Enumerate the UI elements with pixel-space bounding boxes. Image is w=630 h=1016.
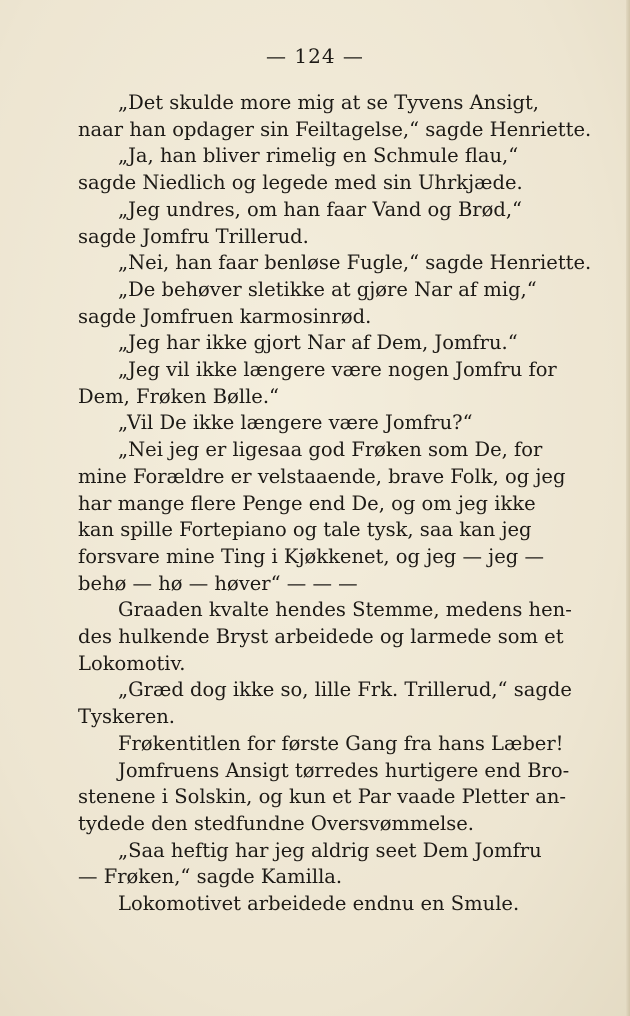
text-line: har mange flere Penge end De, og om jeg ikke [78, 491, 536, 515]
text-line: „De behøver sletikke at gjøre Nar af mig,“ [118, 277, 537, 301]
paragraph [78, 143, 588, 196]
text-line: „Jeg vil ikke længere være nogen Jomfru for [118, 358, 557, 382]
body-text [78, 90, 592, 918]
text-line: sagde Jomfru Trillerud. [78, 224, 309, 248]
text-line: tydede den stedfundne Oversvømmelse. [78, 811, 474, 835]
paragraph [78, 330, 588, 357]
text-line: Frøkentitlen for første Gang fra hans Læber! [118, 731, 564, 755]
text-line: mine Forældre er velstaaende, brave Folk, og jeg [78, 464, 566, 488]
paragraph [78, 677, 588, 730]
text-line: „Nei, han faar benløse Fugle,“ sagde Henriette. [118, 251, 592, 275]
text-line: — Frøken,“ sagde Kamilla. [78, 865, 343, 889]
text-line: stenene i Solskin, og kun et Par vaade Pletter an- [78, 785, 566, 809]
paragraph [78, 597, 588, 677]
text-line: Dem, Frøken Bølle.“ [78, 384, 280, 408]
text-line: Lokomotivet arbeidede endnu en Smule. [118, 892, 520, 916]
text-line: „Det skulde more mig at se Tyvens Ansigt, [118, 91, 540, 114]
paragraph [78, 277, 588, 330]
paragraph [78, 838, 588, 891]
paragraph [78, 437, 588, 597]
text-line: Jomfruens Ansigt tørredes hurtigere end Bro- [118, 758, 570, 782]
text-line: Tyskeren. [78, 705, 176, 729]
text-line: „Ja, han bliver rimelig en Schmule flau,“ [118, 144, 519, 168]
text-line: „Græd dog ikke so, lille Frk. Trillerud,“ sagde [118, 678, 572, 702]
text-line: sagde Jomfruen karmosinrød. [78, 304, 372, 328]
text-line: sagde Niedlich og legede med sin Uhrkjæde. [78, 171, 523, 195]
text-line: behø — hø — høver“ — — — [78, 571, 358, 595]
text-line: forsvare mine Ting i Kjøkkenet, og jeg — jeg — [78, 544, 544, 568]
text-line: des hulkende Bryst arbeidede og larmede som et [78, 625, 564, 649]
page-number: — 124 — [266, 44, 364, 68]
paragraph [78, 357, 588, 410]
text-line: kan spille Fortepiano og tale tysk, saa kan jeg [78, 518, 532, 542]
text-line: „Saa heftig har jeg aldrig seet Dem Jomfru [118, 838, 542, 862]
text-line: „Nei jeg er ligesaa god Frøken som De, for [118, 438, 543, 462]
paragraph [78, 250, 592, 277]
text-line: „Jeg har ikke gjort Nar af Dem, Jomfru.“ [118, 331, 518, 355]
paragraph [78, 90, 592, 143]
text-line: Graaden kvalte hendes Stemme, medens hen- [118, 598, 572, 622]
text-line: „Jeg undres, om han faar Vand og Brød,“ [118, 197, 522, 221]
paragraph [78, 758, 588, 838]
paragraph [78, 197, 588, 250]
text-line: Lokomotiv. [78, 651, 186, 675]
text-line: „Vil De ikke længere være Jomfru?“ [118, 411, 473, 435]
page-edge [626, 0, 630, 1016]
paragraph [78, 731, 588, 758]
paragraph [78, 410, 588, 437]
paragraph [78, 891, 588, 918]
text-line: naar han opdager sin Feiltagelse,“ sagde Henriette. [78, 117, 592, 141]
